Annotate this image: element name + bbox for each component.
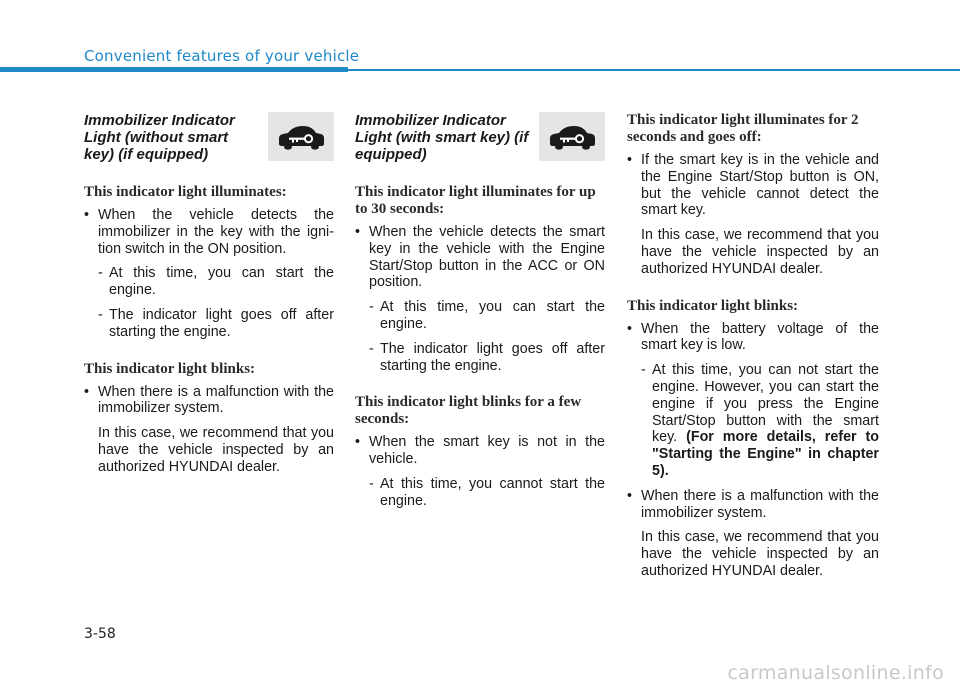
dash-item: - The indicator light goes off after starting the engine. xyxy=(369,340,605,374)
column-1 xyxy=(84,112,334,476)
title-row xyxy=(355,112,605,164)
dash-item: - The indicator light goes off after starting the engine. xyxy=(98,306,334,340)
dash-item: - At this time, you cannot start the engine. xyxy=(369,475,605,509)
dash-text: At this time, you can not start the engine. However, you can start the engine if you press the Engine Start/Stop button with the smart key. xyxy=(652,362,879,446)
paragraph: In this case, we recommend that you have the vehicle inspected by an authorized HYUNDAI dealer. xyxy=(641,227,879,277)
car-key-icon-svg xyxy=(274,122,328,152)
dash-text: The indicator light goes off after starting the engine. xyxy=(109,306,334,340)
bullet-item: • When the vehicle detects the smart key in the vehicle with the Engine Start/Stop button in the ACC or ON position. xyxy=(355,224,605,291)
subheading: This indicator light blinks: xyxy=(627,297,799,314)
bullet-item: • If the smart key is in the vehicle and the Engine Start/Stop button is ON, but the vehicle cannot detect the smart key. xyxy=(627,152,879,219)
bullet-item: • When the vehicle detects the immobilizer in the key with the igni-tion switch in the ON position. xyxy=(84,207,334,257)
page-number: 3-58 xyxy=(84,626,116,642)
watermark: carmanualsonline.info xyxy=(727,662,944,684)
header-rule-thin xyxy=(348,69,960,71)
dash-item: - At this time, you can start the engine. xyxy=(369,299,605,332)
bullet-item: • When the smart key is not in the vehicle. xyxy=(355,434,605,468)
car-key-icon-svg xyxy=(545,122,599,152)
subheading: This indicator light illuminates for 2 seconds and goes off: xyxy=(627,112,859,145)
column-3 xyxy=(627,112,879,580)
header-rule-thick xyxy=(0,67,348,72)
col1-title: Immobilizer Indicator Light (without smart key) (if equipped) xyxy=(84,112,235,163)
subheading: This indicator light blinks: xyxy=(84,360,256,377)
subheading: This indicator light illuminates for up to 30 seconds: xyxy=(355,184,596,217)
dash-item: - At this time, you can start the engine. xyxy=(98,265,334,299)
bullet-item: • When there is a malfunction with the immobilizer system. xyxy=(84,384,334,418)
title-row xyxy=(84,112,334,164)
car-key-icon xyxy=(268,112,334,161)
paragraph: In this case, we recommend that you have the vehicle inspected by an authorized HYUNDAI dealer. xyxy=(641,529,879,579)
bullet-item: • When there is a malfunction with the immobilizer system. xyxy=(627,488,879,522)
dash-text: At this time, you can start the engine. xyxy=(109,265,334,299)
dash-text: At this time, you can start the engine. xyxy=(380,299,605,332)
col2-title: Immobilizer Indicator Light (with smart key) (if equipped) xyxy=(355,112,529,163)
bullet-item: • When the battery voltage of the smart key is low. xyxy=(627,321,879,355)
subheading: This indicator light blinks for a few seconds: xyxy=(355,394,582,428)
car-key-icon xyxy=(539,112,605,161)
column-2 xyxy=(355,112,605,510)
chapter-reference: (For more details, refer to "Starting the Engine" in chapter 5). xyxy=(652,429,879,479)
dash-text: At this time, you cannot start the engine. xyxy=(380,475,605,509)
subheading: This indicator light illuminates: xyxy=(84,184,287,200)
paragraph: In this case, we recommend that you have the vehicle inspected by an authorized HYUNDAI dealer. xyxy=(98,425,334,475)
dash-item: - At this time, you can not start the engine. However, you can start the engine if you press the Engine Start/Stop button with the smart key. (For more details, refer to "Starting the Engine" in chapter 5). xyxy=(641,362,879,479)
dash-text: The indicator light goes off after starting the engine. xyxy=(380,340,605,374)
section-title: Convenient features of your vehicle xyxy=(84,47,360,65)
